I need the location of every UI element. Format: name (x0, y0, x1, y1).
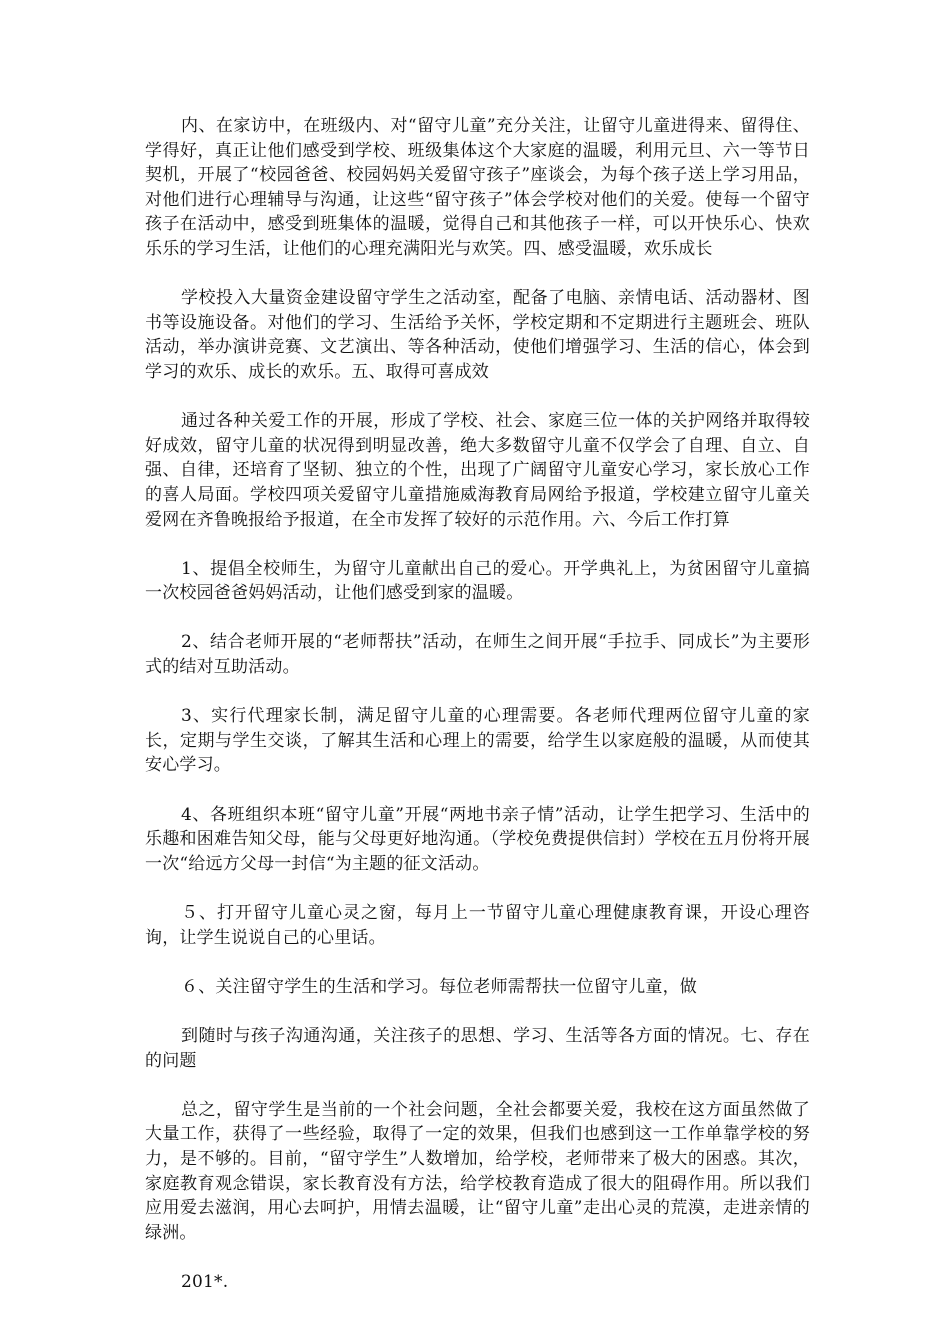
paragraph-plan-item-6-continued: 到随时与孩子沟通沟通，关注孩子的思想、学习、生活等各方面的情况。七、存在的问题 (145, 1025, 810, 1071)
paragraph-activity-room: 学校投入大量资金建设留守学生之活动室，配备了电脑、亲情电话、活动器材、图书等设施设备。对他们的学习、生活给予关怀，学校定期和不定期进行主题班会、班队活动，举办演讲竞赛、文艺演出、等各种活动，使他们增强学习、生活的信心，体会到学习的欢乐、成长的欢乐。五、取得可喜成效 (145, 288, 810, 382)
document-body (145, 114, 810, 1295)
paragraph-plan-item-2: 2、结合老师开展的“老师帮扶”活动，在师生之间开展“手拉手、同成长”为主要形式的结对互助活动。 (145, 632, 810, 678)
paragraph-plan-item-6: ６、关注留守学生的生活和学习。每位老师需帮扶一位留守儿童，做 (181, 976, 697, 997)
paragraph-plan-item-5: ５、打开留守儿童心灵之窗，每月上一节留守儿童心理健康教育课，开设心理咨询，让学生说说自己的心里话。 (145, 903, 810, 948)
paragraph-plan-item-1: 1、提倡全校师生，为留守儿童献出自己的爱心。开学典礼上，为贫困留守儿童搞一次校园爸爸妈妈活动，让他们感受到家的温暖。 (145, 558, 810, 604)
paragraph-plan-item-3: 3、实行代理家长制，满足留守儿童的心理需要。各老师代理两位留守儿童的家长，定期与学生交谈，了解其生活和心理上的需要，给学生以家庭般的温暖，从而使其安心学习。 (145, 706, 810, 776)
paragraph-conclusion: 总之，留守学生是当前的一个社会问题，全社会都要关爱，我校在这方面虽然做了大量工作，获得了一些经验，取得了一定的效果，但我们也感到这一工作单靠学校的努力，是不够的。目前，“留守学生”人数增加，给学校，老师带来了极大的困惑。其次，家庭教育观念错误，家长教育没有方法，给学校教育造成了很大的阻碍作用。所以我们应用爱去滋润，用心去呵护，用情去温暖，让“留守儿童”走出心灵的荒漠，走进亲情的绿洲。 (145, 1099, 810, 1243)
paragraph-year: 201*. (181, 1271, 229, 1292)
paragraph-plan-item-4: 4、各班组织本班“留守儿童”开展“两地书亲子情”活动，让学生把学习、生活中的乐趣和困难告知父母，能与父母更好地沟通。（学校免费提供信封）学校在五月份将开展一次“给远方父母一封信“为主题的征文活动。 (145, 804, 810, 874)
paragraph-care-home-visit: 内、在家访中，在班级内、对“留守儿童”充分关注，让留守儿童进得来、留得住、学得好，真正让他们感受到学校、班级集体这个大家庭的温暖，利用元旦、六一等节日契机，开展了“校园爸爸、校园妈妈关爱留守孩子”座谈会，为每个孩子送上学习用品，对他们进行心理辅导与沟通，让这些“留守孩子”体会学校对他们的关爱。使每一个留守孩子在活动中，感受到班集体的温暖，觉得自己和其他孩子一样，可以开快乐心、快欢乐乐的学习生活，让他们的心理充满阳光与欢笑。四、感受温暖，欢乐成长 (145, 116, 810, 259)
paragraph-results: 通过各种关爱工作的开展，形成了学校、社会、家庭三位一体的关护网络并取得较好成效，留守儿童的状况得到明显改善，绝大多数留守儿童不仅学会了自理、自立、自强、自律，还培育了坚韧、独立的个性，出现了广阔留守儿童安心学习，家长放心工作的喜人局面。学校四项关爱留守儿童措施威海教育局网给予报道，学校建立留守儿童关爱网在齐鲁晚报给予报道，在全市发挥了较好的示范作用。六、今后工作打算 (145, 411, 810, 530)
